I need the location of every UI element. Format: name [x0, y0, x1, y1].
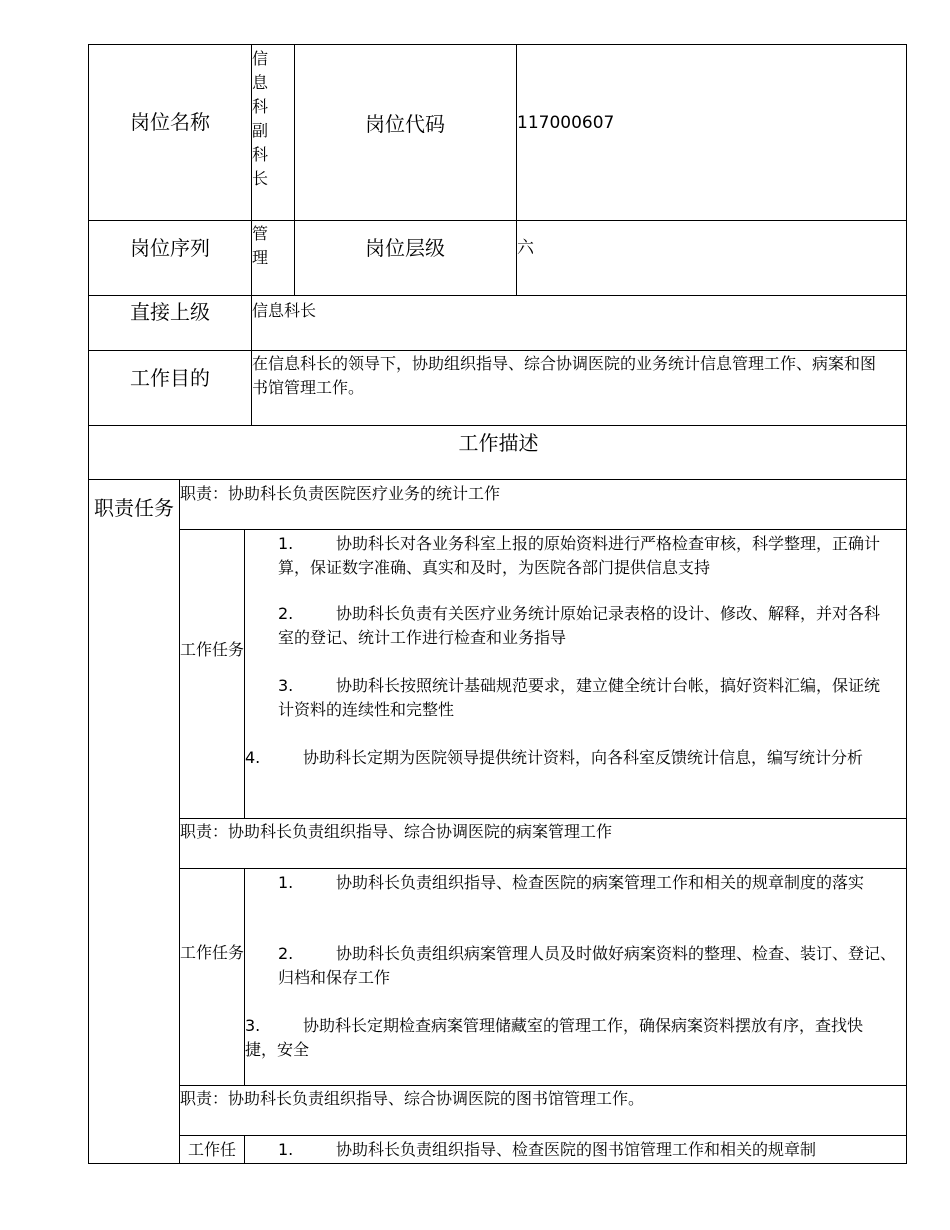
purpose-value: 在信息科长的领导下，协助组织指导、综合协调医院的业务统计信息管理工作、病案和图书馆管理工作。: [252, 354, 877, 397]
post-sequence-label: 岗位序列: [130, 236, 210, 260]
duty-1-task-4: 4. 协助科长定期为医院领导提供统计资料，向各科室反馈统计信息，编写统计分析: [245, 748, 864, 767]
duty-1-task-label: 工作任务: [180, 640, 245, 659]
duty-2-task-2: 2. 协助科长负责组织病案管理人员及时做好病案资料的整理、检查、装订、登记、归档和保存工作: [278, 944, 897, 987]
post-name-value: 信息科副科长: [252, 49, 269, 188]
post-code-label: 岗位代码: [365, 112, 445, 136]
duty-1-title: 职责：协助科长负责医院医疗业务的统计工作: [180, 484, 501, 503]
job-table: [88, 44, 907, 1164]
duty-2-task-1: 1. 协助科长负责组织指导、检查医院的病案管理工作和相关的规章制度的落实: [278, 873, 865, 892]
duty-3-task-label: 工作任: [187, 1140, 236, 1159]
superior-value: 信息科长: [252, 301, 317, 320]
duty-1-task-3: 3. 协助科长按照统计基础规范要求，建立健全统计台帐，搞好资料汇编，保证统计资料的连续性和完整性: [278, 676, 881, 719]
post-name-label: 岗位名称: [130, 110, 210, 134]
duty-3-task-1: 1. 协助科长负责组织指导、检查医院的图书馆管理工作和相关的规章制: [278, 1140, 817, 1159]
duty-2-task-3: 3. 协助科长定期检查病案管理储藏室的管理工作，确保病案资料摆放有序，查找快捷，安全: [245, 1016, 864, 1059]
post-sequence-value: 管理: [252, 224, 269, 267]
superior-label: 直接上级: [130, 300, 210, 324]
duty-3-title: 职责：协助科长负责组织指导、综合协调医院的图书馆管理工作。: [180, 1089, 645, 1108]
duty-2-title: 职责：协助科长负责组织指导、综合协调医院的病案管理工作: [180, 822, 613, 841]
post-level-label: 岗位层级: [365, 236, 445, 260]
purpose-label: 工作目的: [130, 366, 210, 390]
post-code-value: 117000607: [517, 113, 615, 133]
post-level-value: 六: [517, 238, 534, 258]
description-title: 工作描述: [458, 431, 539, 455]
duties-label: 职责任务: [94, 496, 174, 520]
duty-1-task-1: 1. 协助科长对各业务科室上报的原始资料进行严格检查审核，科学整理，正确计算，保证数字准确、真实和及时，为医院各部门提供信息支持: [278, 534, 881, 577]
duty-2-task-label: 工作任务: [180, 943, 245, 962]
duty-1-task-2: 2. 协助科长负责有关医疗业务统计原始记录表格的设计、修改、解释，并对各科室的登记、统计工作进行检查和业务指导: [278, 604, 881, 647]
